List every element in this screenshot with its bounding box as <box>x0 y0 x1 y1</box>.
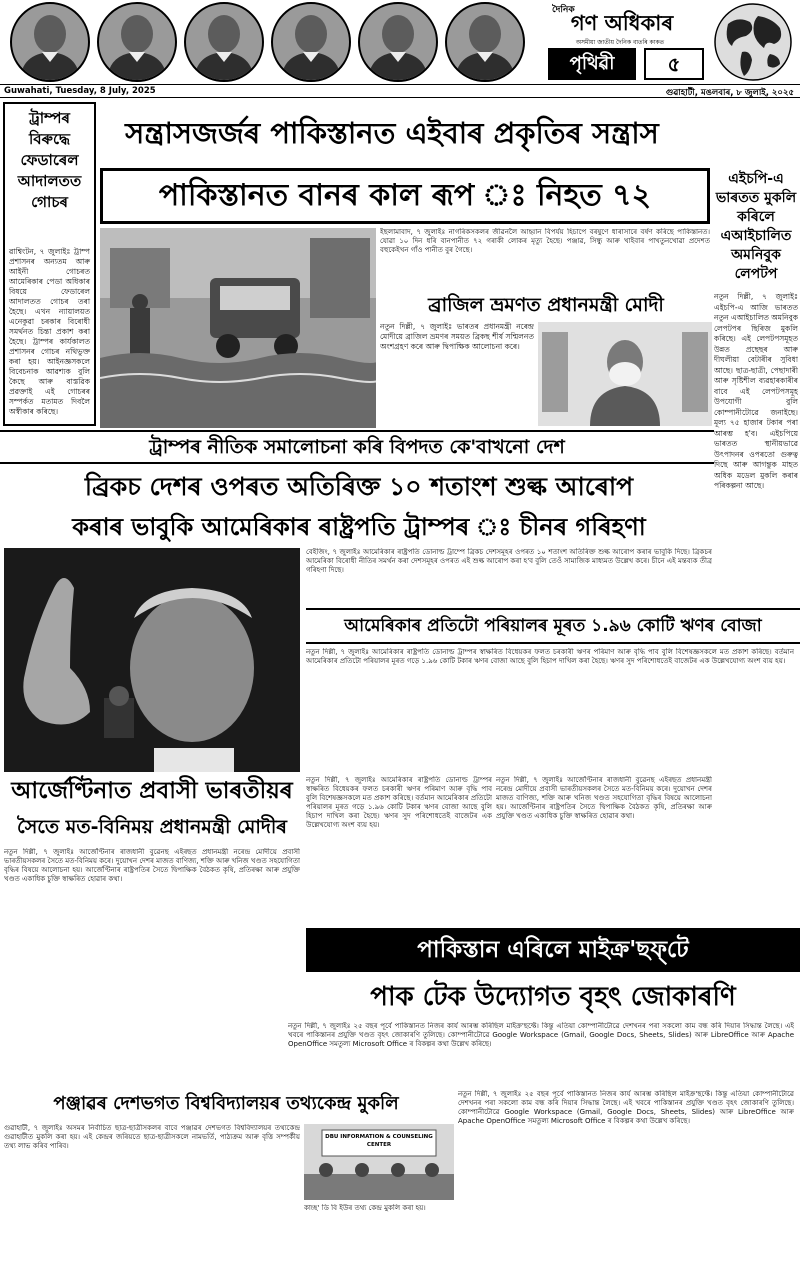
pak-microsoft-text-continued: নতুন দিল্লী, ৭ জুলাইঃ ২৫ বছৰ পূৰ্বে পাকিস্তানত নিজৰ কাৰ্য আৰম্ভ কৰিছিল মাইক্ৰ'ছফ্টে। কিন্তু এতিয়া কোম্পানীটোৱে দেশখনৰ পৰা সকলো কাম বন্ধ কৰি দিয়াৰ সিদ্ধান্ত লৈছে। এই খবৰে পাকিস্তানৰ প্ৰযুক্তি খণ্ডত বৃহৎ জোকাৰণি তুলিছে। কোম্পানীটোৱে Google Workspace (Gmail, Google Docs, Sheets, Slides) আৰু LibreOffice আৰু Apache OpenOffice সমতুল্য Microsoft Office ৰ বিকল্পৰ কথা উল্লেখ কৰিছে। <box>458 1090 794 1125</box>
section-title: পৃথিৱী <box>548 48 636 80</box>
top-headline: সন্ত্ৰাসজৰ্জৰ পাকিস্তানত এইবাৰ প্ৰকৃতিৰ সন্ত্ৰাস <box>125 116 659 150</box>
dbu-photo-caption: কাচ্ছ' ডি বি ইউৰ তথ্য কেন্দ্ৰ মুকলি কৰা হয়। <box>304 1204 426 1212</box>
leader-portrait <box>445 2 525 82</box>
right-column <box>714 164 798 964</box>
brand-small: দৈনিক <box>552 5 575 15</box>
brics-article-text: বেইজিং, ৭ জুলাইঃ আমেৰিকাৰ ৰাষ্ট্ৰপতি ডোনাল্ড ট্ৰাম্পে ব্ৰিকচ দেশসমূহৰ ওপৰত ১০ শতাংশ অতিৰিক্ত শুল্ক আৰোপ কৰাৰ ভাবুকি দিছে। ব্ৰিকচৰ আমেৰিকা বিৰোধী নীতিৰ সমৰ্থন কৰা দেশসমূহৰ ওপৰত এই শুল্ক আৰোপ কৰা হ'ব বুলি তেওঁ সামাজিক মাধ্যমত উল্লেখ কৰে। চীনে এই মন্তব্যক তীব্ৰ গৰিহণা দিছে। <box>306 548 712 574</box>
flood-photo <box>100 228 376 428</box>
flood-article-text: ইছলামাবাদ, ৭ জুলাইঃ নাগৰিকসকলৰ জীৱনলৈ আহ্বান বিপৰ্যয় হিচাপে বৰষুণে ধাৰাসাৰে বৰ্ষণ কৰিছে পাকিস্তানত। যোৱা ১০ দিন ধৰি বানপানীত ৭২ গৰাকী লোকৰ মৃত্যু হৈছে। পঞ্জাৱ, সিন্ধু আৰু খাইবাৰ পাখতুনখোৱা প্ৰদেশত বহুকেইখন গাঁও পানীত বুৰ গৈছে। <box>380 228 710 254</box>
modi-brazil-headline: ব্ৰাজিল ভ্ৰমণত প্ৰধানমন্ত্ৰী মোদী <box>428 294 664 316</box>
us-debt-banner <box>306 608 800 644</box>
trump-criticism-banner <box>0 430 714 464</box>
masthead <box>0 0 800 84</box>
dbu-photo <box>304 1124 454 1200</box>
dateline-bar <box>0 84 800 98</box>
dateline-assamese: গুৱাহাটী, মঙলবাৰ, ৮ জুলাই, ২০২৫ <box>665 88 794 98</box>
right-headline: এইচপি-এ ভাৰতত মুকলি কৰিলে এআইচালিত অমনিবুক লেপটপ <box>715 171 797 282</box>
globe-icon <box>708 2 798 82</box>
pak-microsoft-banner <box>306 928 800 972</box>
dateline-english: Guwahati, Tuesday, 8 July, 2025 <box>4 86 156 96</box>
flood-headline: পাকিস্তানত বানৰ কাল ৰূপ ঃ নিহত ৭২ <box>158 178 652 213</box>
trump-photo <box>4 548 300 772</box>
leader-portrait <box>271 2 351 82</box>
page-number-badge <box>644 48 704 80</box>
brand-block <box>532 2 708 82</box>
brand-name: গণ অধিকাৰ <box>570 11 674 35</box>
leader-portrait <box>184 2 264 82</box>
punjab-dbu-text: গুৱাহাটী, ৭ জুলাইঃ অসমৰ নিৰ্বাচিত ছাত্ৰ-ছাত্ৰীসকলৰ বাবে পঞ্জাৱৰ দেশভগত বিশ্ববিদ্যালয়ৰ তথ্যকেন্দ্ৰ গুৱাহাটীত মুকলি কৰা হয়। এই কেন্দ্ৰৰ জৰিয়তে ছাত্ৰ-ছাত্ৰীসকলে নামভৰ্তি, পাঠ্যক্ৰম আৰু বৃত্তি সম্পৰ্কীয় তথ্য লাভ কৰিব পাৰিব। <box>4 1124 300 1150</box>
flood-banner <box>100 168 710 224</box>
modi-photo <box>538 322 712 426</box>
us-debt-text: নতুন দিল্লী, ৭ জুলাইঃ আমেৰিকাৰ ৰাষ্ট্ৰপতি ডোনাল্ড ট্ৰাম্পৰ স্বাক্ষৰিত বিধেয়কৰ ফলত চৰকাৰী ঋণৰ পৰিমাণ আৰু বৃদ্ধি পাব বুলি বিশেষজ্ঞসকলে মত প্ৰকাশ কৰিছে। বৰ্তমান আমেৰিকাৰ প্ৰতিটো পৰিয়ালৰ মূৰত গড়ে ১.৯৬ কোটি টকাৰ ঋণৰ বোজা আছে বুলি হিচাপ দাখিল কৰা হৈছে। ঋণৰ সুদ পৰিশোধতেই বাজেটৰ এক উল্লেখযোগ্য অংশ ব্যয় হয়। <box>306 648 794 665</box>
right-article-text: নতুন দিল্লী, ৭ জুলাইঃ এইচপি-এ আজি ভাৰতত নতুন এআইচালিত অমনিবুক লেপটপৰ ছিৰিজ মুকলি কৰিছে। এই লেপটপসমূহত উন্নত প্ৰছেছৰ আৰু দীঘলীয়া বেটাৰীৰ সুবিধা আছে। ছাত্ৰ-ছাত্ৰী, পেছাদাৰী আৰু সৃষ্টিশীল ব্যৱহাৰকাৰীৰ বাবে এই লেপটপসমূহ উপযোগী বুলি কোম্পানীটোৱে জনাইছে। মূল্য ৭৫ হাজাৰ টকাৰ পৰা আৰম্ভ হ'ব। এইচপিয়ে ভাৰতত স্থানীয়ভাৱে উৎপাদনৰ ওপৰতো গুৰুত্ব দিছে আৰু আগন্তুক মাহত অধিক মডেল মুকলি কৰাৰ পৰিকল্পনা আছে। <box>714 292 798 490</box>
pak-microsoft-headline-line2: পাক টেক উদ্যোগত বৃহৎ জোকাৰণি <box>370 982 736 1012</box>
argentina-headline-line1: আৰ্জেণ্টিনাত প্ৰবাসী ভাৰতীয়ৰ <box>11 778 293 804</box>
left-news-box <box>3 102 96 426</box>
page-number: ৫ <box>667 52 681 76</box>
punjab-dbu-headline: পঞ্জাৱৰ দেশভগত বিশ্ববিদ্যালয়ৰ তথ্যকেন্দ্ৰ মুকলি <box>53 1093 399 1114</box>
argentina-text-continued: নতুন দিল্লী, ৭ জুলাইঃ আৰ্জেণ্টিনাৰ ৰাজধানী বুৱেনছ এইৰছত প্ৰধানমন্ত্ৰী নৰেন্দ্ৰ মোদীয়ে প্ৰবাসী ভাৰতীয়সকলৰ সৈতে মত-বিনিময় কৰে। দুয়োখন দেশৰ মাজত বাণিজ্য, শক্তি আৰু খনিজ খণ্ডত সহযোগিতা বৃদ্ধিৰ বিষয়ে আলোচনা হয়। আৰ্জেণ্টিনাৰ ৰাষ্ট্ৰপতিৰ সৈতে দ্বিপাক্ষিক বৈঠকত কৃষি, প্ৰতিৰক্ষা আৰু প্ৰযুক্তি খণ্ডত একাধিক চুক্তি স্বাক্ষৰিত হোৱাৰ কথা। <box>496 776 712 820</box>
leader-portrait <box>10 2 90 82</box>
pak-microsoft-headline-line1: পাকিস্তান এৰিলে মাইক্ৰ'ছফ্‌টে <box>417 937 689 963</box>
brics-headline-line1: ব্ৰিকচ দেশৰ ওপৰত অতিৰিক্ত ১০ শতাংশ শুল্ক আৰোপ <box>84 472 634 501</box>
left-article-text: ৱাশ্বিংটন, ৭ জুলাইঃ ট্ৰাম্প প্ৰশাসনৰ অন্যতম আৰু আইনী গোচৰত আমেৰিকাৰ পেডা অধিকাৰ বিষয়ে ফেডাৰেল আদালতত গোচৰ তৰা হৈছে। এখন ন্যায়ালয়ত এনেকুৱা চৰকাৰ বিৰোধী সমৰ্থনত চিন্তা প্ৰকাশ কৰা হৈছে। ট্ৰাম্পৰ কাৰ্যকালত প্ৰশাসনৰ গোচৰ নথিভুক্ত কৰা হয়। আইনজ্ঞসকলে বিবেচনাক আৱশ্যক বুলি কৈছে আৰু বাস্তৱিক প্ৰৱক্তাই এই গোচৰৰ সম্পৰ্কত মতামত দিবলৈ অস্বীকাৰ কৰিছে। <box>9 247 90 416</box>
us-debt-text-continued: নতুন দিল্লী, ৭ জুলাইঃ আমেৰিকাৰ ৰাষ্ট্ৰপতি ডোনাল্ড ট্ৰাম্পৰ স্বাক্ষৰিত বিধেয়কৰ ফলত চৰকাৰী ঋণৰ পৰিমাণ আৰু বৃদ্ধি পাব বুলি বিশেষজ্ঞসকলে মত প্ৰকাশ কৰিছে। বৰ্তমান আমেৰিকাৰ প্ৰতিটো পৰিয়ালৰ মূৰত গড়ে ১.৯৬ কোটি টকাৰ ঋণৰ বোজা আছে বুলি হিচাপ দাখিল কৰা হৈছে। ঋণৰ সুদ পৰিশোধতেই বাজেটৰ এক উল্লেখযোগ্য অংশ ব্যয় হয়। <box>306 776 492 829</box>
argentina-article-text: নতুন দিল্লী, ৭ জুলাইঃ আৰ্জেণ্টিনাৰ ৰাজধানী বুৱেনছ এইৰছত প্ৰধানমন্ত্ৰী নৰেন্দ্ৰ মোদীয়ে প্ৰবাসী ভাৰতীয়সকলৰ সৈতে মত-বিনিময় কৰে। দুয়োখন দেশৰ মাজত বাণিজ্য, শক্তি আৰু খনিজ খণ্ডত সহযোগিতা বৃদ্ধিৰ বিষয়ে আলোচনা হয়। আৰ্জেণ্টিনাৰ ৰাষ্ট্ৰপতিৰ সৈতে দ্বিপাক্ষিক বৈঠকত কৃষি, প্ৰতিৰক্ষা আৰু প্ৰযুক্তি খণ্ডত একাধিক চুক্তি স্বাক্ষৰিত হোৱাৰ কথা। <box>4 848 300 883</box>
leader-portrait <box>97 2 177 82</box>
modi-brazil-text: নতুন দিল্লী, ৭ জুলাইঃ ভাৰতৰ প্ৰধানমন্ত্ৰী নৰেন্দ্ৰ মোদীয়ে ব্ৰাজিল ভ্ৰমণৰ সময়ত ব্ৰিকছ শীৰ্ষ সন্মিলনত অংশগ্ৰহণ কৰে আৰু দ্বিপাক্ষিক আলোচনা কৰে। <box>380 322 534 351</box>
pak-microsoft-text: নতুন দিল্লী, ৭ জুলাইঃ ২৫ বছৰ পূৰ্বে পাকিস্তানত নিজৰ কাৰ্য আৰম্ভ কৰিছিল মাইক্ৰ'ছফ্টে। কিন্তু এতিয়া কোম্পানীটোৱে দেশখনৰ পৰা সকলো কাম বন্ধ কৰি দিয়াৰ সিদ্ধান্ত লৈছে। এই খবৰে পাকিস্তানৰ প্ৰযুক্তি খণ্ডত বৃহৎ জোকাৰণি তুলিছে। কোম্পানীটোৱে Google Workspace (Gmail, Google Docs, Sheets, Slides) আৰু LibreOffice আৰু Apache OpenOffice সমতুল্য Microsoft Office ৰ বিকল্পৰ কথা উল্লেখ কৰিছে। <box>288 1022 794 1048</box>
left-headline: ট্ৰাম্পৰ বিৰুদ্ধে ফেডাৰেল আদালতত গোচৰ <box>17 109 82 211</box>
brics-headline-line2: কৰাৰ ভাবুকি আমেৰিকাৰ ৰাষ্ট্ৰপতি ট্ৰাম্পৰ ঃ চীনৰ গৰিহণা <box>72 513 646 541</box>
brand-tagline: অসমীয়া জাতীয় দৈনিক বাতৰি কাকত <box>575 39 665 46</box>
us-debt-headline: আমেৰিকাৰ প্ৰতিটো পৰিয়ালৰ মূৰত ১.৯৬ কোটি ঋণৰ বোজা <box>344 616 762 636</box>
argentina-headline-line2: সৈতে মত-বিনিময় প্ৰধানমন্ত্ৰী মোদীৰ <box>17 816 287 838</box>
dbu-banner-text: DBU INFORMATION & COUNSELING CENTER <box>325 1134 433 1148</box>
trump-criticism-headline: ট্ৰাম্পৰ নীতিক সমালোচনা কৰি বিপদত কে'বাখনো দেশ <box>149 436 565 458</box>
leader-portrait <box>358 2 438 82</box>
